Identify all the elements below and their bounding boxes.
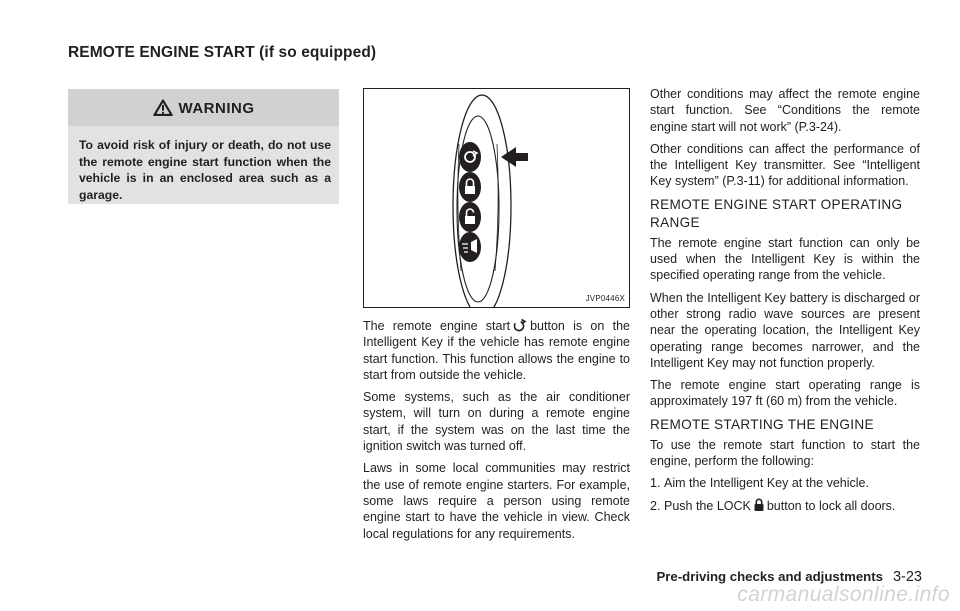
list-item	[650, 475, 920, 491]
list-item	[650, 498, 920, 514]
page-number: 3-23	[892, 569, 922, 585]
paragraph: To use the remote start function to start the engine, perform the following:	[650, 437, 920, 469]
paragraph: The remote engine start function can only be used when the Intelligent Key is within the specified operating range from the vehicle.	[650, 235, 920, 283]
section-heading-remote-starting: REMOTE STARTING THE ENGINE	[650, 416, 874, 432]
watermark: carmanualsonline.info	[737, 583, 950, 606]
step-text: button to lock all doors.	[766, 498, 896, 513]
column-2	[363, 318, 630, 548]
column-3	[650, 86, 920, 520]
warning-header	[68, 89, 339, 126]
intelligent-key-illustration	[364, 89, 629, 307]
warning-box	[68, 89, 339, 204]
warning-title: WARNING	[178, 100, 255, 117]
figure-code: JVP0446X	[585, 294, 625, 303]
paragraph: Some systems, such as the air conditioner system, will turn on during a remote engine start, if the system was on the last time the ignition switch was turned off.	[363, 390, 630, 454]
section-heading-operating-range: REMOTE ENGINE START OPERATING RANGE	[650, 196, 903, 230]
warning-text: To avoid risk of injury or death, do not use the remote engine start function when the vehicle is in an enclosed area such as a garage.	[79, 138, 331, 202]
remote-start-icon	[512, 318, 528, 332]
footer-section-title: Pre-driving checks and adjustments	[656, 569, 883, 584]
page-title: REMOTE ENGINE START (if so equipped)	[68, 44, 377, 61]
paragraph: The remote engine start operating range is approximately 197 ft (60 m) from the vehicle.	[650, 378, 920, 409]
step-text: Aim the Intelligent Key at the vehicle.	[664, 476, 869, 491]
paragraph: The remote engine start button is on the Intelligent Key if the vehicle has remote engine start function. This function allows the engine to start from outside the vehicle.	[363, 319, 630, 382]
paragraph: When the Intelligent Key battery is discharged or other strong radio wave sources are present near the operating location, the Intelligent Key operating range becomes narrower, and the Intelligent Key may not function properly.	[650, 290, 920, 370]
step-text: Push the LOCK	[664, 498, 751, 513]
lock-icon	[753, 498, 765, 512]
step-number: 2.	[650, 498, 661, 513]
intelligent-key-figure	[363, 88, 630, 308]
paragraph: Other conditions can affect the performance of the Intelligent Key transmitter. See “Intelligent Key system” (P.3-11) for additional information.	[650, 141, 920, 189]
paragraph: Laws in some local communities may restrict the use of remote engine starters. For example, some laws require a person using remote engine start to have the vehicle in view. Check local regulations for any requirements.	[363, 461, 630, 541]
paragraph: Other conditions may affect the remote engine start function. See “Conditions the remote engine start will not work” (P.3-24).	[650, 87, 920, 134]
step-number: 1.	[650, 476, 661, 491]
warning-triangle-icon	[153, 99, 173, 116]
